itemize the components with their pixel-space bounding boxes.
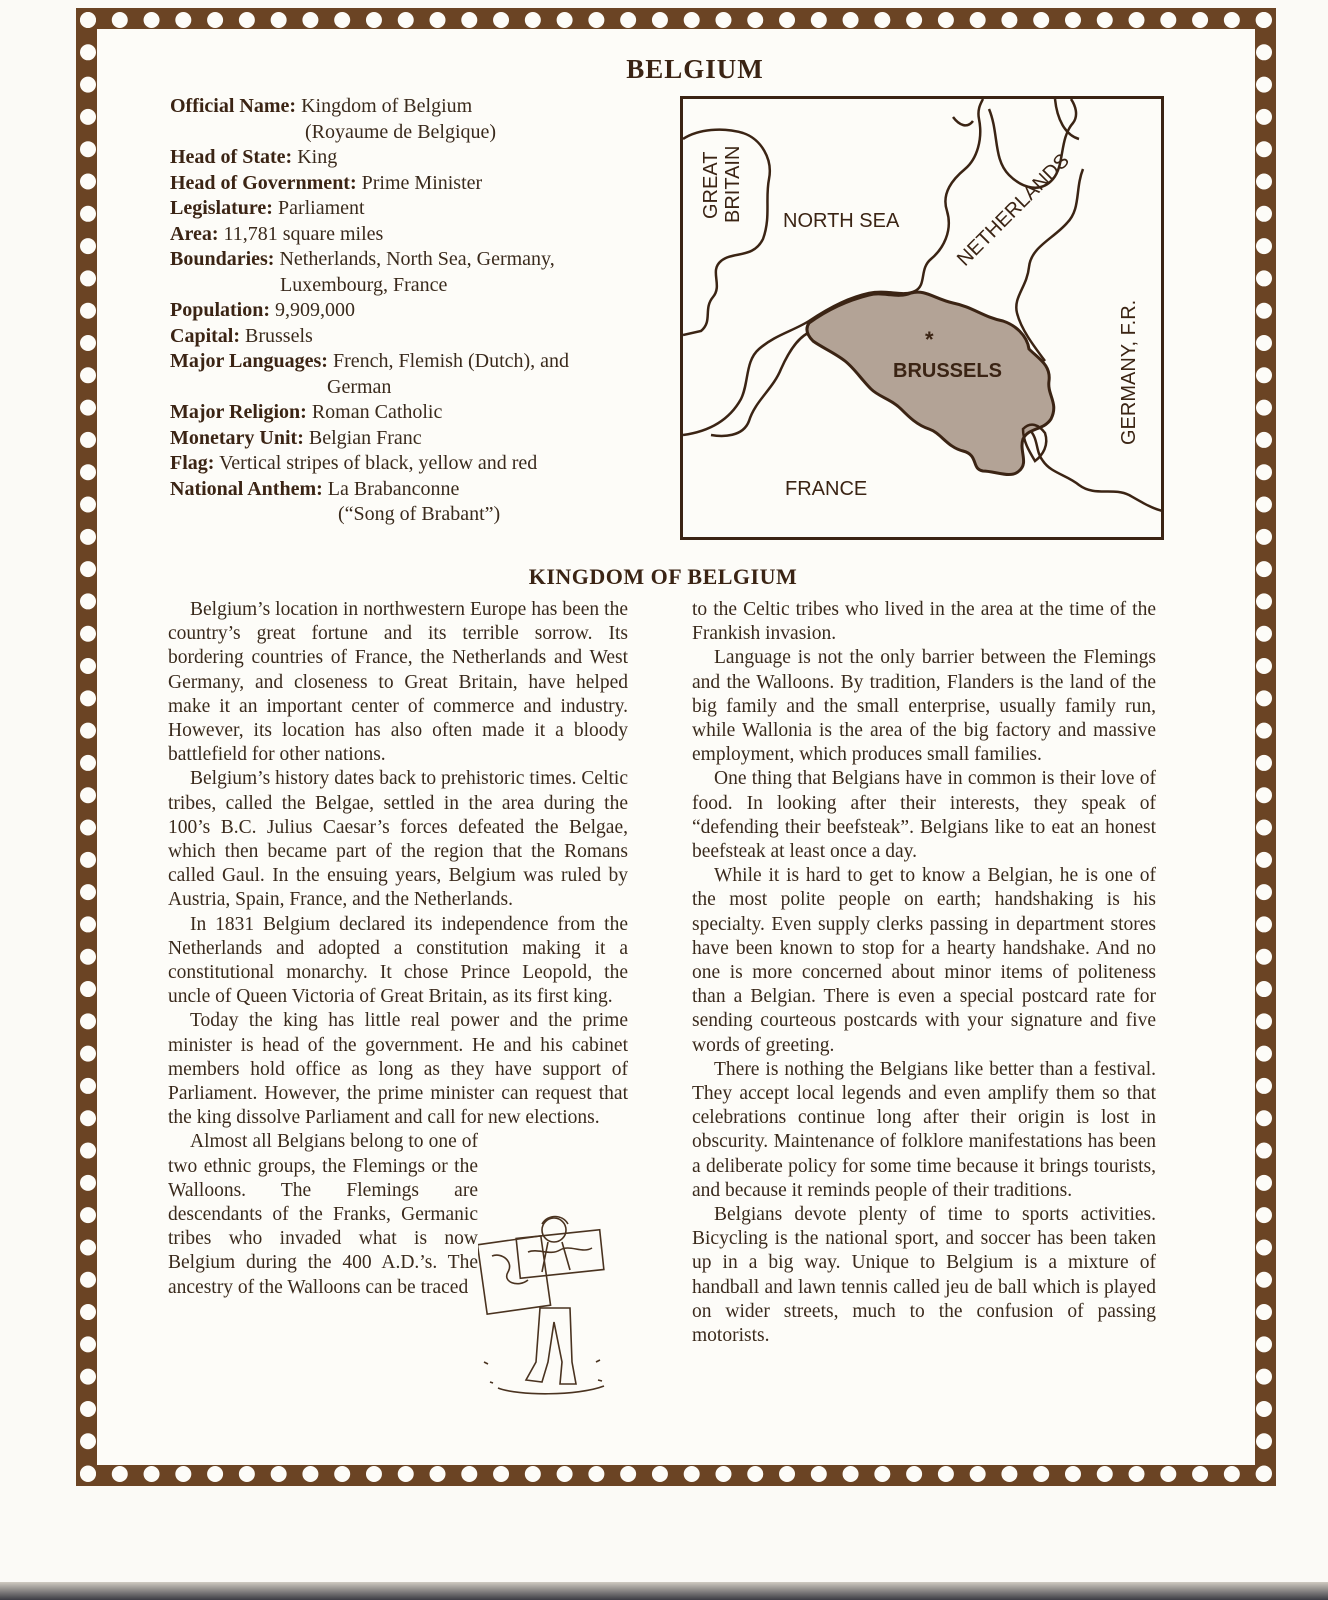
map-label-netherlands: NETHERLANDS [952,149,1074,271]
article-paragraph: Language is not the only barrier between the Flemings and the Walloons. By tradition, Flanders is the land of the big family and the small enterprise, usually family run, while Wallonia is the area of the big factory and massive employment, which produces small families. [692,647,1156,766]
fact-capital [170,324,640,350]
fact-list [170,94,640,528]
fact-value: Kingdom of Belgium [301,95,473,117]
fact-head-of-state [170,145,640,171]
map-label-britain: BRITAIN [722,145,744,223]
germany-france-border [1029,429,1163,511]
article-paragraph: In 1831 Belgium declared its independence from the Netherlands and adopted a constitution making it a constitutional monarchy. It chose Prince Leopold, the uncle of Queen Victoria of Great Britain, as its first king. [168,913,628,1008]
section-heading: KINGDOM OF BELGIUM [528,564,798,589]
fact-area [170,222,640,248]
fact-head-of-government [170,171,640,197]
fact-value: Vertical stripes of black, yellow and red [219,452,538,474]
map-label-north-sea: NORTH SEA [783,210,900,232]
fact-monetary-unit [170,426,640,452]
article-column-left [168,598,628,1300]
child-carrying-bag-illustration [478,1212,614,1398]
article-paragraph: Belgium’s history dates back to prehistoric times. Celtic tribes, called the Belgae, settled in the area during the 100’s B.C. Julius Caesar’s forces defeated the Belgae, which then became part of the region that the Romans called Gaul. In the ensuing years, Belgium was ruled by Austria, Spain, France, and the Netherlands. [168,768,628,911]
belgium-shape [807,292,1054,474]
article-column-right [692,598,1156,1348]
fact-value: King [297,146,338,168]
fact-value: Parliament [277,197,365,219]
fact-legislature [170,196,640,222]
fact-value: Roman Catholic [311,401,443,423]
article-paragraph: to the Celtic tribes who lived in the area at the time of the Frankish invasion. [692,599,1156,645]
map-label-brussels: BRUSSELS [893,360,1002,382]
article-paragraph: Belgians devote plenty of time to sports activities. Bicycling is the national sport, and soccer has been taken up in a big way. Unique to Belgium is a mixture of handball and lawn tennis called jeu de ball which is played on wider streets, much to the confusion of passing motorists. [692,1204,1156,1347]
fact-value: 11,781 square miles [223,222,384,245]
article-paragraph: Belgium’s location in northwestern Europe has been the country’s great fortune and its terrible sorrow. Its bordering countries of France, the Netherlands and West Germany, and closeness to Great Britain, have helped make it an important center of commerce and industry. However, its location has also often made it a bloody battlefield for other nations. [168,599,628,766]
fact-value-continued: German [327,375,392,398]
content-area [100,32,1252,1462]
fact-value-continued: (Royaume de Belgique) [305,120,497,143]
article-paragraph: While it is hard to get to know a Belgian, he is one of the most polite people on earth; handshaking is his specialty. Even supply clerks passing in department stores have been known to stop for a hearty handshake. And no one is more concerned about minor items of politeness than a Belgian. There is even a special postcard rate for sending courteous postcards with your signature and five words of greeting. [692,865,1156,1056]
belgium-map [680,96,1164,540]
map-label-germany: GERMANY, F.R. [1118,299,1140,445]
capital-marker-icon: * [925,327,934,352]
map-label-great: GREAT [700,151,722,219]
fact-value-continued: (“Song of Brabant”) [338,503,501,525]
fact-label: Official Name: [170,95,297,117]
map-graphic [683,99,1163,539]
fact-value: Belgian Franc [308,426,422,449]
page-title: BELGIUM [626,54,764,84]
fact-national-anthem [170,477,640,528]
article-paragraph: Today the king has little real power and the prime minister is head of the government. He and his cabinet members hold office as long as they have support of Parliament. However, the prime minister can request that the king dissolve Parliament and call for new elections. [168,1010,628,1129]
fact-value: Netherlands, North Sea, Germany, [279,248,555,270]
article-paragraph: Almost all Belgians belong to one of two ethnic groups, the Flemings or the Walloons. The Flemings are descendants of the Franks, Germanic tribes who invaded what is now Belgium during the 400 A.D.’s. The ancestry of the Walloons can be traced [168,1131,478,1298]
fact-label: Area: [170,222,219,245]
fact-label: Major Languages: [170,350,328,372]
fact-boundaries [170,247,640,298]
article-paragraph: There is nothing the Belgians like better than a festival. They accept local legends and even amplify them so that celebrations continue long after their origin is lost in obscurity. Maintenance of folklore manifestations has been a deliberate policy for some time because it brings tourists, and because it reminds people of their traditions. [692,1058,1156,1201]
fact-label: Capital: [170,324,240,347]
fact-label: Population: [170,299,271,321]
fact-major-languages [170,349,640,400]
fact-label: Legislature: [170,197,273,219]
fact-value: 9,909,000 [275,299,356,321]
fact-value: Brussels [245,324,313,347]
fact-label: Head of State: [170,146,293,168]
fact-value: French, Flemish (Dutch), and [332,350,570,372]
fact-label: Boundaries: [170,248,275,270]
fact-label: National Anthem: [170,477,323,500]
fact-value-continued: Luxembourg, France [280,273,448,296]
fact-label: Monetary Unit: [170,426,304,449]
fact-label: Head of Government: [170,171,357,194]
fact-label: Flag: [170,452,215,474]
fact-value: Prime Minister [361,171,483,194]
page-bottom-edge [0,1582,1328,1600]
map-label-france: FRANCE [785,478,868,500]
fact-population [170,298,640,324]
fact-label: Major Religion: [170,401,307,423]
fact-official-name [170,94,640,145]
fact-value: La Brabanconne [327,477,460,500]
article-paragraph: One thing that Belgians have in common is their love of food. In looking after their interests, they speak of “defending their beefsteak”. Belgians like to eat an honest beefsteak at least once a day. [692,768,1156,863]
fact-flag [170,451,640,477]
fact-major-religion [170,400,640,426]
